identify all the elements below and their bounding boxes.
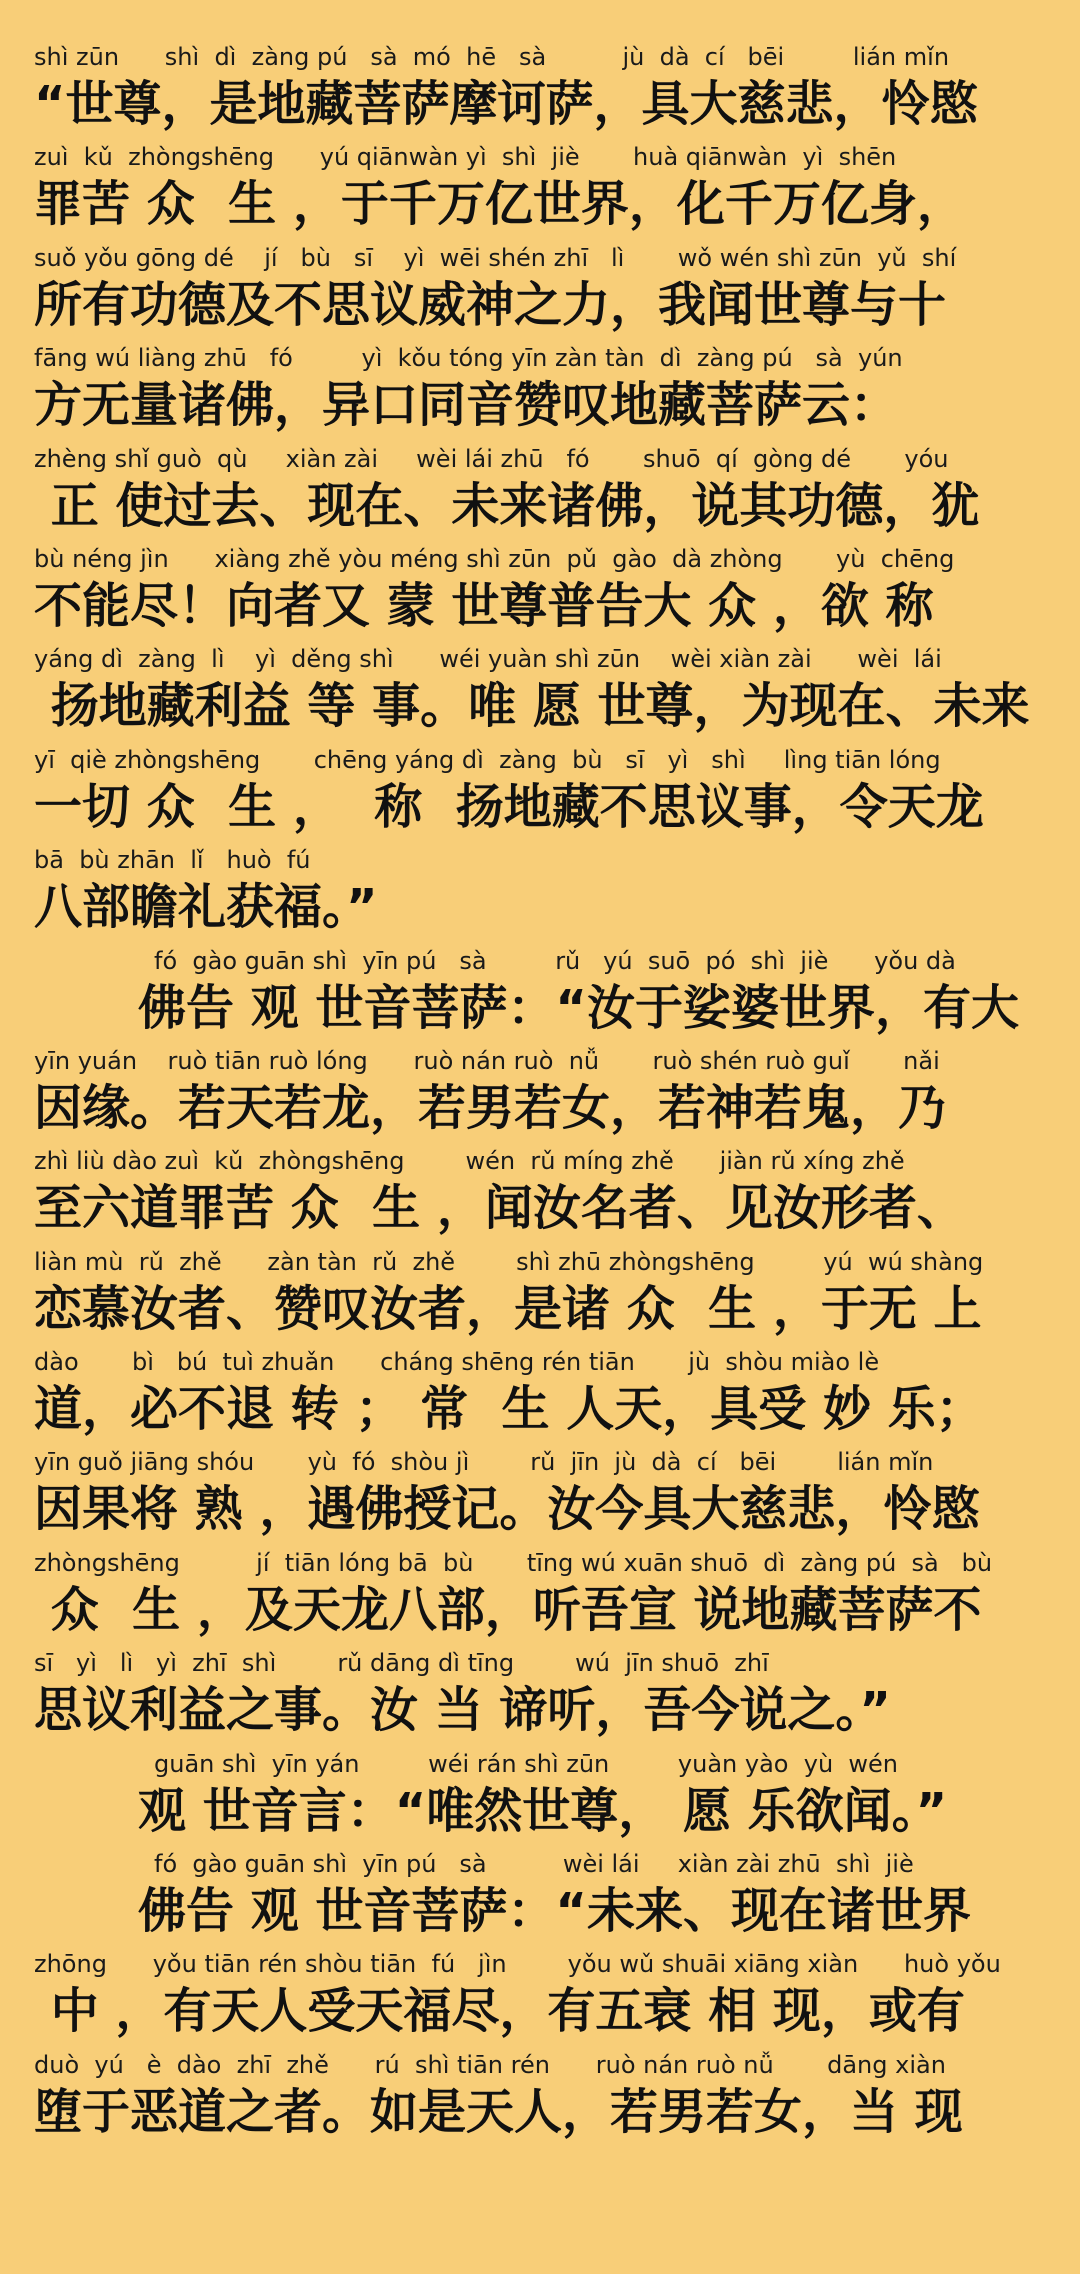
hanzi-row: 八部瞻礼获福。” — [34, 879, 378, 936]
hanzi-row: 至六道罪苦 众 生 ，闻汝名者、见汝形者、 — [34, 1180, 965, 1237]
text-line-20 — [34, 1947, 1050, 2047]
text-line-18 — [34, 1747, 1050, 1847]
hanzi-row: 中 ，有天人受天福尽，有五衰 相 现，或有 — [34, 1983, 965, 2040]
text-line-8 — [34, 743, 1050, 843]
pinyin-row: duò yú è dào zhī zhě rú shì tiān rén ruò nán ruò nǚ dāng xiàn — [34, 2050, 946, 2079]
text-line-9 — [34, 843, 1050, 943]
text-line-1 — [34, 40, 1050, 140]
pinyin-row: bù néng jìn xiàng zhě yòu méng shì zūn pǔ gào dà zhòng yù chēng — [34, 544, 955, 573]
hanzi-row: 扬地藏利益 等 事。唯 愿 世尊，为现在、未来 — [34, 678, 1030, 735]
pinyin-row: fāng wú liàng zhū fó yì kǒu tóng yīn zàn tàn dì zàng pú sà yún — [34, 344, 903, 373]
pinyin-row: dào bì bú tuì zhuǎn cháng shēng rén tiān jù shòu miào lè — [34, 1348, 880, 1377]
pinyin-row: shì zūn shì dì zàng pú sà mó hē sà jù dà cí bēi lián mǐn — [34, 43, 950, 71]
pinyin-row: guān shì yīn yán wéi rán shì zūn yuàn yào yù wén — [154, 1749, 899, 1778]
hanzi-row: 因果将 熟 ，遇佛授记。汝今具大慈悲，怜愍 — [34, 1481, 980, 1538]
hanzi-row: 佛告 观 世音菩萨：“汝于娑婆世界，有大 — [138, 979, 1019, 1036]
text-line-16 — [34, 1546, 1050, 1646]
pinyin-row: liàn mù rǔ zhě zàn tàn rǔ zhě shì zhū zhòngshēng yú wú shàng — [34, 1247, 984, 1276]
pinyin-row: fó gào guān shì yīn pú sà wèi lái xiàn zài zhū shì jiè — [154, 1850, 914, 1879]
text-line-11 — [34, 1044, 1050, 1144]
pinyin-row: sī yì lì yì zhī shì rǔ dāng dì tīng wú jīn shuō zhī — [34, 1649, 769, 1678]
text-line-5 — [34, 442, 1050, 542]
text-line-2 — [34, 140, 1050, 240]
hanzi-row: 正 使过去、现在、未来诸佛，说其功德，犹 — [34, 477, 980, 534]
pinyin-row: yī qiè zhòngshēng chēng yáng dì zàng bù sī yì shì lìng tiān lóng — [34, 745, 941, 774]
pinyin-row: bā bù zhān lǐ huò fú — [34, 846, 311, 875]
text-line-7 — [34, 642, 1050, 742]
hanzi-row: 一切 众 生 ， 称 扬地藏不思议事，令天龙 — [34, 778, 984, 835]
pinyin-row: fó gào guān shì yīn pú sà rǔ yú suō pó shì jiè yǒu dà — [154, 946, 956, 975]
text-line-14 — [34, 1345, 1050, 1445]
pinyin-row: yáng dì zàng lì yì děng shì wéi yuàn shì zūn wèi xiàn zài wèi lái — [34, 645, 942, 674]
text-line-3 — [34, 241, 1050, 341]
hanzi-row: 堕于恶道之者。如是天人，若男若女，当 现 — [34, 2083, 963, 2140]
hanzi-row: 众 生 ，及天龙八部，听吾宣 说地藏菩萨不 — [34, 1581, 982, 1638]
hanzi-row: 观 世音言：“唯然世尊， 愿 乐欲闻。” — [138, 1782, 948, 1839]
text-line-21 — [34, 2048, 1050, 2148]
pinyin-row: yīn guǒ jiāng shóu yù fó shòu jì rǔ jīn jù dà cí bēi lián mǐn — [34, 1448, 934, 1477]
text-line-6 — [34, 542, 1050, 642]
hanzi-row: 思议利益之事。汝 当 谛听，吾今说之。” — [34, 1682, 891, 1739]
hanzi-row: 恋慕汝者、赞叹汝者，是诸 众 生 ，于无 上 — [34, 1280, 982, 1337]
pinyin-row: zhèng shǐ guò qù xiàn zài wèi lái zhū fó shuō qí gòng dé yóu — [34, 444, 949, 473]
hanzi-row: “世尊，是地藏菩萨摩诃萨，具大慈悲，怜愍 — [34, 76, 978, 132]
pinyin-row: zhòngshēng jí tiān lóng bā bù tīng wú xuān shuō dì zàng pú sà bù — [34, 1548, 993, 1577]
hanzi-row: 不能尽！向者又 蒙 世尊普告大 众 ，欲 称 — [34, 577, 934, 634]
hanzi-row: 方无量诸佛，异口同音赞叹地藏菩萨云： — [34, 377, 899, 434]
pinyin-row: yīn yuán ruò tiān ruò lóng ruò nán ruò nǚ ruò shén ruò guǐ nǎi — [34, 1046, 940, 1075]
text-line-17 — [34, 1646, 1050, 1746]
hanzi-row: 所有功德及不思议威神之力，我闻世尊与十 — [34, 276, 947, 333]
text-line-10 — [34, 944, 1050, 1044]
text-line-13 — [34, 1245, 1050, 1345]
pinyin-row: zuì kǔ zhòngshēng yú qiānwàn yì shì jiè huà qiānwàn yì shēn — [34, 143, 897, 172]
text-line-4 — [34, 341, 1050, 441]
pinyin-row: zhōng yǒu tiān rén shòu tiān fú jìn yǒu wǔ shuāi xiāng xiàn huò yǒu — [34, 1950, 1001, 1979]
text-line-19 — [34, 1847, 1050, 1947]
pinyin-row: zhì liù dào zuì kǔ zhòngshēng wén rǔ míng zhě jiàn rǔ xíng zhě — [34, 1147, 905, 1176]
hanzi-row: 罪苦 众 生 ，于千万亿世界，化千万亿身， — [34, 176, 965, 233]
hanzi-row: 因缘。若天若龙，若男若女，若神若鬼，乃 — [34, 1079, 947, 1136]
hanzi-row: 佛告 观 世音菩萨：“未来、现在诸世界 — [138, 1883, 971, 1940]
text-line-12 — [34, 1144, 1050, 1244]
pinyin-row: suǒ yǒu gōng dé jí bù sī yì wēi shén zhī lì wǒ wén shì zūn yǔ shí — [34, 243, 957, 272]
hanzi-row: 道，必不退 转 ； 常 生 人天，具受 妙 乐； — [34, 1381, 984, 1438]
text-line-15 — [34, 1445, 1050, 1545]
